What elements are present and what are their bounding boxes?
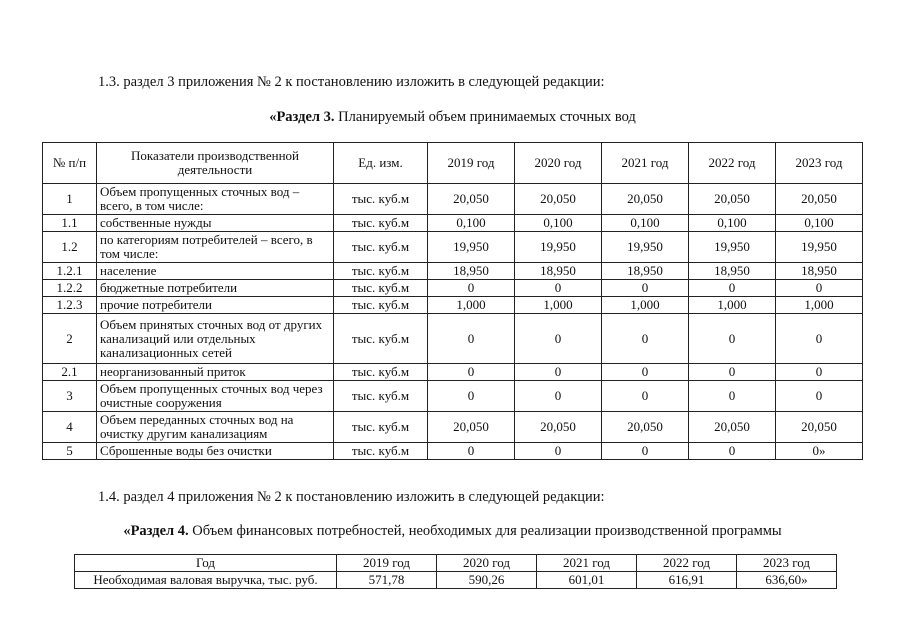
- value-cell: 0,100: [689, 215, 776, 232]
- paragraph-1-3: 1.3. раздел 3 приложения № 2 к постановлению изложить в следующей редакции:: [98, 74, 605, 90]
- section-3-text: Планируемый объем принимаемых сточных вод: [334, 109, 636, 125]
- value-cell: 0: [602, 314, 689, 364]
- value-cell: 0: [776, 364, 863, 381]
- row-number: 2.1: [43, 364, 97, 381]
- row-number: 4: [43, 412, 97, 443]
- section-4-title: [0, 523, 905, 540]
- header-cell: 2019 год: [428, 143, 515, 184]
- indicator-cell: неорганизованный приток: [97, 364, 334, 381]
- indicator-cell: население: [97, 263, 334, 280]
- value-cell: 20,050: [776, 412, 863, 443]
- value-cell: 0: [602, 443, 689, 460]
- value-cell: 20,050: [428, 412, 515, 443]
- value-cell: 0: [428, 314, 515, 364]
- row-number: 2: [43, 314, 97, 364]
- value-cell: 1,000: [689, 297, 776, 314]
- header-cell: Ед. изм.: [334, 143, 428, 184]
- value-cell: 18,950: [602, 263, 689, 280]
- value-cell: 20,050: [602, 184, 689, 215]
- value-cell: 0: [515, 364, 602, 381]
- section-3-label: «Раздел 3.: [269, 109, 335, 125]
- unit-cell: тыс. куб.м: [334, 215, 428, 232]
- unit-cell: тыс. куб.м: [334, 297, 428, 314]
- value-cell: 19,950: [689, 232, 776, 263]
- table-row: [43, 232, 863, 263]
- header-cell: 2022 год: [637, 555, 737, 572]
- row-number: 1.2.3: [43, 297, 97, 314]
- value-cell: 0: [776, 314, 863, 364]
- value-cell: 0: [428, 381, 515, 412]
- indicator-cell: Объем пропущенных сточных вод через очистные сооружения: [97, 381, 334, 412]
- header-cell: Показатели производственной деятельности: [97, 143, 334, 184]
- section-4-label: «Раздел 4.: [123, 523, 189, 539]
- value-cell: 19,950: [776, 232, 863, 263]
- value-cell: 0: [689, 314, 776, 364]
- value-cell: 18,950: [428, 263, 515, 280]
- row-number: 1.1: [43, 215, 97, 232]
- indicator-cell: бюджетные потребители: [97, 280, 334, 297]
- table-row: [43, 280, 863, 297]
- value-cell: 601,01: [537, 572, 637, 589]
- value-cell: 0,100: [515, 215, 602, 232]
- value-cell: 636,60»: [737, 572, 837, 589]
- section-4-text: Объем финансовых потребностей, необходимых для реализации производственной программы: [188, 523, 782, 539]
- value-cell: 0,100: [428, 215, 515, 232]
- value-cell: 0: [602, 280, 689, 297]
- indicator-cell: по категориям потребителей – всего, в том числе:: [97, 232, 334, 263]
- value-cell: 20,050: [689, 412, 776, 443]
- indicator-cell: Сброшенные воды без очистки: [97, 443, 334, 460]
- value-cell: 18,950: [689, 263, 776, 280]
- indicator-cell: прочие потребители: [97, 297, 334, 314]
- unit-cell: тыс. куб.м: [334, 412, 428, 443]
- indicator-cell: Объем принятых сточных вод от других канализаций или отдельных канализационных сетей: [97, 314, 334, 364]
- table-row: [75, 572, 837, 589]
- financial-needs-table: [74, 554, 837, 589]
- row-number: 1.2: [43, 232, 97, 263]
- value-cell: 20,050: [689, 184, 776, 215]
- value-cell: 616,91: [637, 572, 737, 589]
- header-cell: 2021 год: [602, 143, 689, 184]
- header-cell: 2022 год: [689, 143, 776, 184]
- indicator-cell: Объем переданных сточных вод на очистку другим канализациям: [97, 412, 334, 443]
- value-cell: 1,000: [776, 297, 863, 314]
- table-row: [43, 381, 863, 412]
- value-cell: 19,950: [428, 232, 515, 263]
- value-cell: 0: [602, 364, 689, 381]
- table-row: [43, 412, 863, 443]
- row-number: 1.2.1: [43, 263, 97, 280]
- value-cell: 0: [515, 314, 602, 364]
- header-cell: 2020 год: [437, 555, 537, 572]
- value-cell: 20,050: [515, 412, 602, 443]
- table-header-row: [75, 555, 837, 572]
- table-row: [43, 215, 863, 232]
- value-cell: 19,950: [602, 232, 689, 263]
- value-cell: 0: [776, 381, 863, 412]
- value-cell: 590,26: [437, 572, 537, 589]
- value-cell: 0: [776, 280, 863, 297]
- value-cell: 19,950: [515, 232, 602, 263]
- value-cell: 20,050: [428, 184, 515, 215]
- wastewater-volume-table: [42, 142, 863, 460]
- value-cell: 0: [515, 381, 602, 412]
- table-row: [43, 297, 863, 314]
- header-cell: 2019 год: [337, 555, 437, 572]
- unit-cell: тыс. куб.м: [334, 263, 428, 280]
- value-cell: 0: [515, 443, 602, 460]
- header-cell: № п/п: [43, 143, 97, 184]
- value-cell: 0: [428, 364, 515, 381]
- header-cell: 2023 год: [776, 143, 863, 184]
- value-cell: 20,050: [776, 184, 863, 215]
- header-cell: 2020 год: [515, 143, 602, 184]
- value-cell: 0: [689, 280, 776, 297]
- value-cell: 1,000: [428, 297, 515, 314]
- unit-cell: тыс. куб.м: [334, 381, 428, 412]
- unit-cell: тыс. куб.м: [334, 232, 428, 263]
- row-label: Необходимая валовая выручка, тыс. руб.: [75, 572, 337, 589]
- row-number: 1.2.2: [43, 280, 97, 297]
- table-row: [43, 314, 863, 364]
- value-cell: 0: [689, 381, 776, 412]
- value-cell: 20,050: [515, 184, 602, 215]
- value-cell: 0: [428, 443, 515, 460]
- value-cell: 1,000: [515, 297, 602, 314]
- section-3-title: [0, 109, 905, 126]
- value-cell: 571,78: [337, 572, 437, 589]
- value-cell: 0»: [776, 443, 863, 460]
- row-number: 3: [43, 381, 97, 412]
- unit-cell: тыс. куб.м: [334, 184, 428, 215]
- value-cell: 18,950: [515, 263, 602, 280]
- value-cell: 0: [515, 280, 602, 297]
- value-cell: 1,000: [602, 297, 689, 314]
- value-cell: 20,050: [602, 412, 689, 443]
- indicator-cell: Объем пропущенных сточных вод – всего, в том числе:: [97, 184, 334, 215]
- unit-cell: тыс. куб.м: [334, 280, 428, 297]
- row-number: 5: [43, 443, 97, 460]
- header-cell: 2021 год: [537, 555, 637, 572]
- unit-cell: тыс. куб.м: [334, 364, 428, 381]
- value-cell: 0: [602, 381, 689, 412]
- value-cell: 0: [428, 280, 515, 297]
- indicator-cell: собственные нужды: [97, 215, 334, 232]
- value-cell: 0: [689, 364, 776, 381]
- table-row: [43, 263, 863, 280]
- value-cell: 0: [689, 443, 776, 460]
- header-cell: 2023 год: [737, 555, 837, 572]
- header-cell: Год: [75, 555, 337, 572]
- value-cell: 0,100: [602, 215, 689, 232]
- paragraph-1-4: 1.4. раздел 4 приложения № 2 к постановлению изложить в следующей редакции:: [98, 489, 605, 505]
- table-header-row: [43, 143, 863, 184]
- unit-cell: тыс. куб.м: [334, 443, 428, 460]
- table-row: [43, 364, 863, 381]
- unit-cell: тыс. куб.м: [334, 314, 428, 364]
- table-row: [43, 443, 863, 460]
- value-cell: 18,950: [776, 263, 863, 280]
- table-row: [43, 184, 863, 215]
- row-number: 1: [43, 184, 97, 215]
- value-cell: 0,100: [776, 215, 863, 232]
